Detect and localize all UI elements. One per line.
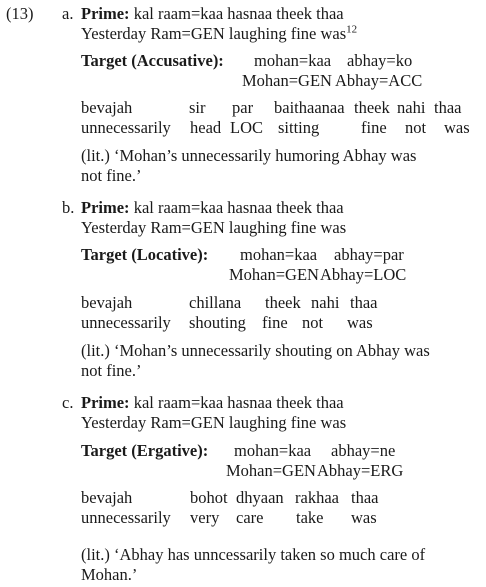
cont-gloss: very [190, 508, 220, 527]
target-word: abhay=ne [331, 441, 396, 460]
prime-text: kal raam=kaa hasnaa theek thaa [133, 4, 344, 23]
cont-word: thaa [350, 293, 378, 312]
cont-gloss: take [296, 508, 324, 527]
cont-gloss: sitting [278, 118, 320, 137]
target-word: abhay=par [334, 245, 404, 264]
translation-line1: (lit.) ‘Abhay has unncessarily taken so much care of [81, 545, 426, 564]
cont-gloss: unnecessarily [81, 118, 171, 137]
cont-word: bevajah [81, 488, 133, 507]
target-gloss: Abhay=ERG [317, 461, 404, 480]
subexample-b-target-line1 [81, 245, 208, 265]
cont-gloss: LOC [230, 118, 263, 137]
cont-word: nahi [311, 293, 340, 312]
subexample-a-prime-line2 [81, 24, 357, 44]
subexample-b-prime-line2: Yesterday Ram=GEN laughing fine was [81, 218, 347, 237]
cont-word: thaa [434, 98, 462, 117]
cont-gloss: unnecessarily [81, 508, 171, 527]
subexample-c-prime-line1 [81, 393, 344, 413]
target-word: mohan=kaa [240, 245, 318, 264]
cont-gloss: not [302, 313, 324, 332]
subexample-a-label: a. [62, 4, 74, 23]
cont-word: chillana [189, 293, 242, 312]
subexample-a-prime-line1 [81, 4, 344, 24]
translation-line2: not fine.’ [81, 361, 142, 380]
cont-word: bevajah [81, 293, 133, 312]
cont-word: theek [265, 293, 301, 312]
cont-word: thaa [351, 488, 379, 507]
cont-word: baithaanaa [274, 98, 345, 117]
target-word: abhay=ko [347, 51, 413, 70]
subexample-c-label: c. [62, 393, 74, 412]
target-gloss: Mohan=GEN [229, 265, 319, 284]
target-label: Target (Accusative): [81, 51, 224, 70]
prime-text: kal raam=kaa hasnaa theek thaa [133, 393, 344, 412]
target-gloss: Mohan=GEN [226, 461, 316, 480]
cont-word: par [232, 98, 254, 117]
subexample-c-target-line1 [81, 441, 208, 461]
translation-line2: Mohan.’ [81, 565, 138, 584]
target-gloss: Mohan=GEN [242, 71, 332, 90]
subexample-b-prime-line1 [81, 198, 344, 218]
subexample-c-prime-line2: Yesterday Ram=GEN laughing fine was [81, 413, 347, 432]
cont-word: theek [354, 98, 390, 117]
cont-gloss: fine [262, 313, 288, 332]
cont-word: dhyaan [236, 488, 284, 507]
subexample-a-target-line1 [81, 51, 224, 71]
cont-word: sir [189, 98, 206, 117]
target-word: mohan=kaa [254, 51, 332, 70]
cont-gloss: was [444, 118, 470, 137]
translation-line1: (lit.) ‘Mohan’s unnecessarily shouting on Abhay was [81, 341, 430, 360]
footnote-marker: 12 [346, 23, 358, 36]
target-gloss: Abhay=LOC [320, 265, 407, 284]
prime-label: Prime: [81, 393, 130, 412]
cont-gloss: unnecessarily [81, 313, 171, 332]
cont-word: bohot [190, 488, 228, 507]
cont-gloss: fine [361, 118, 387, 137]
prime-gloss: Yesterday Ram=GEN laughing fine was [81, 24, 347, 43]
translation-line2: not fine.’ [81, 166, 142, 185]
prime-label: Prime: [81, 4, 130, 23]
target-word: mohan=kaa [234, 441, 312, 460]
target-label: Target (Locative): [81, 245, 209, 264]
cont-gloss: was [351, 508, 377, 527]
target-gloss: Abhay=ACC [335, 71, 423, 90]
cont-gloss: not [405, 118, 427, 137]
prime-text: kal raam=kaa hasnaa theek thaa [133, 198, 344, 217]
target-label: Target (Ergative): [81, 441, 209, 460]
cont-word: bevajah [81, 98, 133, 117]
prime-label: Prime: [81, 198, 130, 217]
cont-word: rakhaa [295, 488, 339, 507]
example-number: (13) [6, 4, 34, 23]
cont-gloss: was [347, 313, 373, 332]
cont-word: nahi [397, 98, 426, 117]
cont-gloss: shouting [189, 313, 246, 332]
translation-line1: (lit.) ‘Mohan’s unnecessarily humoring Abhay was [81, 146, 417, 165]
subexample-b-label: b. [62, 198, 75, 217]
cont-gloss: care [236, 508, 264, 527]
cont-gloss: head [190, 118, 222, 137]
